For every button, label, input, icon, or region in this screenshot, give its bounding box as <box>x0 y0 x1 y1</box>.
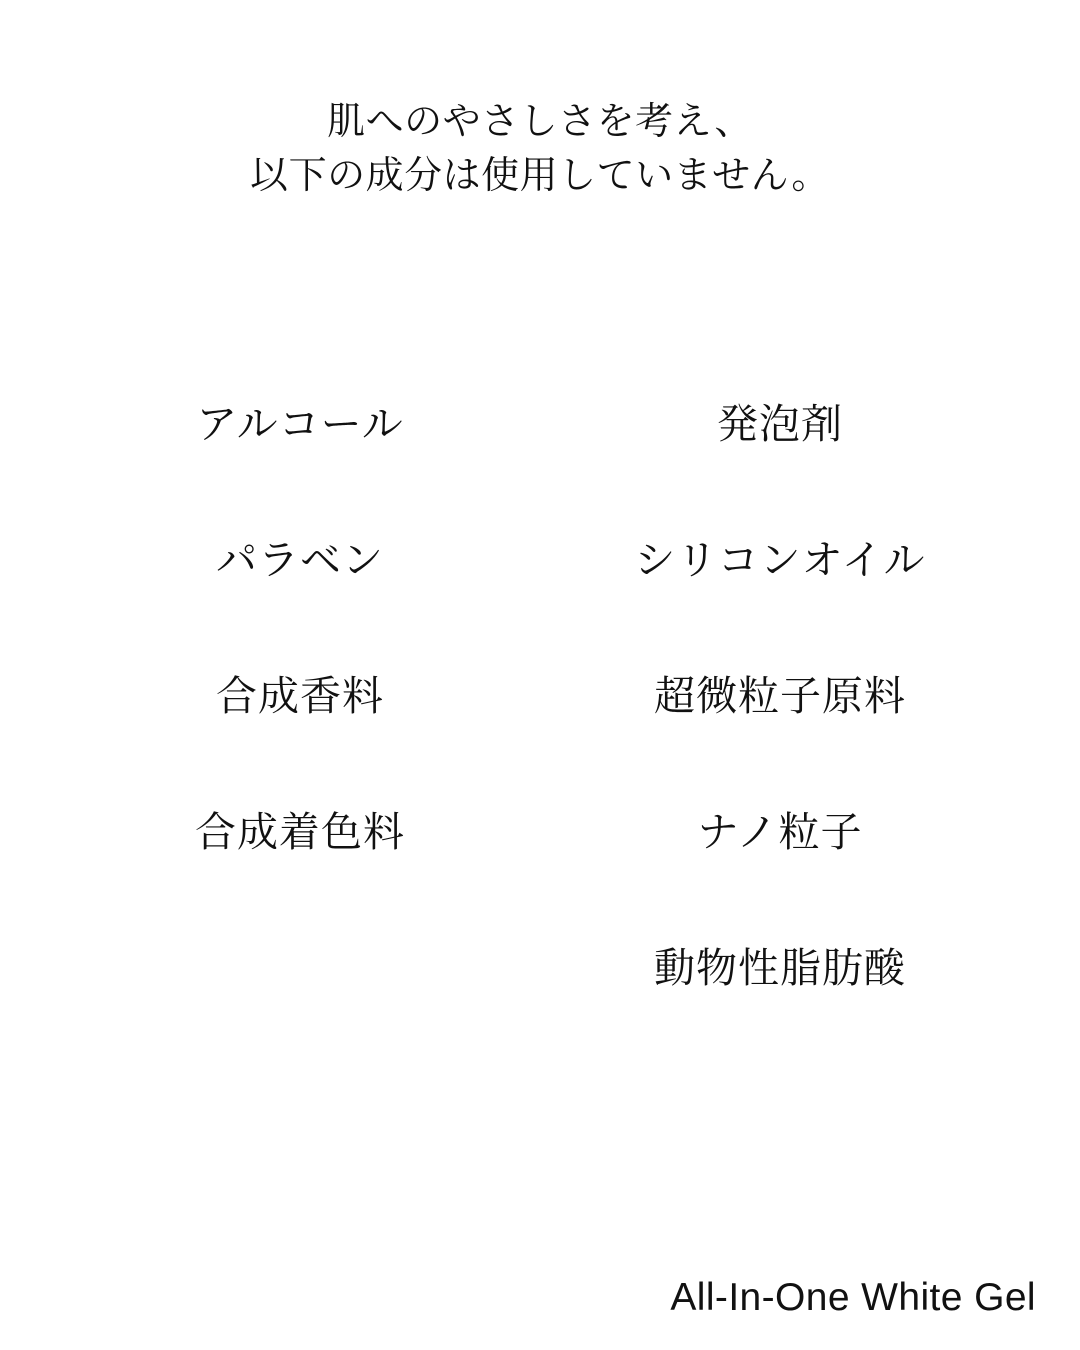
page-title-line-2: 以下の成分は使用していません。 <box>250 154 830 197</box>
page-title-line-1: 肌へのやさしさを考え、 <box>327 101 753 143</box>
page-title <box>0 96 1080 204</box>
list-item: パラベン <box>216 536 384 583</box>
list-item: 動物性脂肪酸 <box>654 944 906 991</box>
list-item: 発泡剤 <box>717 400 843 447</box>
free-from-ingredient-columns <box>0 356 1080 1036</box>
list-item: 合成着色料 <box>195 808 405 855</box>
ingredient-column-right <box>550 356 1010 1036</box>
list-item: 合成香料 <box>216 672 384 719</box>
list-item: シリコンオイル <box>634 536 926 583</box>
list-item: アルコール <box>196 400 404 447</box>
ingredient-column-left <box>70 356 530 900</box>
list-item: ナノ粒子 <box>697 808 863 855</box>
product-name-label: All-In-One White Gel <box>670 1276 1036 1319</box>
list-item: 超微粒子原料 <box>654 672 906 719</box>
